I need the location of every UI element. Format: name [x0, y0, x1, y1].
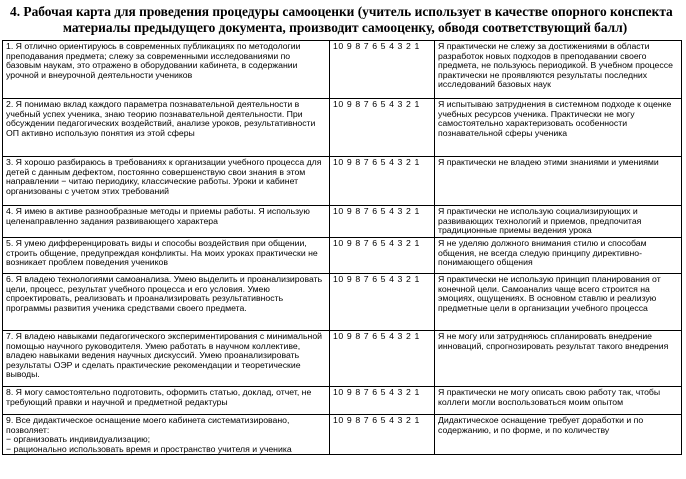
- score-scale[interactable]: 10 9 8 7 6 5 4 3 2 1: [330, 415, 435, 455]
- positive-statement: 1. Я отлично ориентируюсь в современных публикациях по методологии преподавания предмета; слежу за современными исследованиями по базовым наукам, это отражено в оборудовании кабинета, в содержании урочной и внеурочной деятельности учеников: [3, 41, 330, 99]
- score-scale[interactable]: 10 9 8 7 6 5 4 3 2 1: [330, 387, 435, 415]
- negative-statement: Я практически не владею этими знаниями и умениями: [435, 157, 682, 206]
- positive-statement: 6. Я владею технологиями самоанализа. Умею выделить и проанализировать цели, процесс, результат учебного процесса и его условия. Умею спроектировать, реализовать и проанализировать результативность программы развития ученика средствами своего предмета.: [3, 274, 330, 331]
- negative-statement: Я испытываю затруднения в системном подходе к оценке учебных ресурсов ученика. Практически не могу самостоятельно характеризовать особенности познавательной сферы ученика: [435, 99, 682, 157]
- table-row: [3, 157, 682, 206]
- score-scale[interactable]: 10 9 8 7 6 5 4 3 2 1: [330, 157, 435, 206]
- score-scale[interactable]: 10 9 8 7 6 5 4 3 2 1: [330, 99, 435, 157]
- positive-statement: 3. Я хорошо разбираюсь в требованиях к организации учебного процесса для детей с данным дефектом, постоянно совершенствую свои знания в этом направлении − читаю периодику, классические работы. Уроки и кабинет организованы с учетом этих требований: [3, 157, 330, 206]
- negative-statement: Дидактическое оснащение требует доработки и по содержанию, и по форме, и по количеству: [435, 415, 682, 455]
- positive-statement: 5. Я умею дифференцировать виды и способы воздействия при общении, строить общение, предупреждая конфликты. На моих уроках практически не возникает проблем поведения учеников: [3, 238, 330, 274]
- negative-statement: Я практически не слежу за достижениями в области разработок новых подходов в преподавании своего предмета, не пользуюсь периодикой. В учебном процессе практически не проявляются результаты последних исследований базовых наук: [435, 41, 682, 99]
- table-row: [3, 415, 682, 455]
- score-scale[interactable]: 10 9 8 7 6 5 4 3 2 1: [330, 41, 435, 99]
- positive-statement: 7. Я владею навыками педагогического экспериментирования с минимальной помощью научного руководителя. Умею работать в научном коллективе, владею навыками ведения научных дискуссий. Умею проанализировать результаты ОЭР и сделать практические рекомендации и теоретические выводы.: [3, 331, 330, 387]
- negative-statement: Я практически не использую принцип планирования от конечной цели. Самоанализ чаще всего строится на эмоциях, ощущениях. В основном ставлю и реализую предметные цели в организации учебного процесса: [435, 274, 682, 331]
- table-row: [3, 387, 682, 415]
- positive-statement: 4. Я имею в активе разнообразные методы и приемы работы. Я использую целенаправленно задания развивающего характера: [3, 206, 330, 238]
- page-title: [10, 4, 680, 36]
- negative-statement: Я практически не использую социализирующих и развивающих технологий и приемов, предпочитая традиционные приемы ведения урока: [435, 206, 682, 238]
- score-scale[interactable]: 10 9 8 7 6 5 4 3 2 1: [330, 238, 435, 274]
- positive-statement: 9. Все дидактическое оснащение моего кабинета систематизировано, позволяет: − организовать индивидуализацию; − рационально использовать время и пространство учителя и ученика: [3, 415, 330, 455]
- score-scale[interactable]: 10 9 8 7 6 5 4 3 2 1: [330, 274, 435, 331]
- table-row: [3, 99, 682, 157]
- negative-statement: Я не уделяю должного внимания стилю и способам общения, не всегда следую принципу директивно-понимающего общения: [435, 238, 682, 274]
- table-row: [3, 41, 682, 99]
- title-line-1: 4. Рабочая карта для проведения процедуры самооценки (учитель использует в качестве опорного конспекта: [10, 4, 673, 19]
- positive-statement: 2. Я понимаю вклад каждого параметра познавательной деятельности в учебный успех ученика, знаю теорию познавательной деятельности. При обсуждении педагогических воздействий, анализе уроков, результативности ОП активно использую понятия из этой сферы: [3, 99, 330, 157]
- table-row: [3, 206, 682, 238]
- table-row: [3, 238, 682, 274]
- title-line-2: материалы предыдущего документа, производит самооценку, обводя соответствующий балл): [62, 20, 628, 35]
- table-row: [3, 274, 682, 331]
- negative-statement: Я практически не могу описать свою работу так, чтобы коллеги могли воспользоваться моим опытом: [435, 387, 682, 415]
- positive-statement: 8. Я могу самостоятельно подготовить, оформить статью, доклад, отчет, не требующий правки и научной и предметной редактуры: [3, 387, 330, 415]
- score-scale[interactable]: 10 9 8 7 6 5 4 3 2 1: [330, 206, 435, 238]
- negative-statement: Я не могу или затрудняюсь спланировать внедрение инноваций, спрогнозировать результат такого внедрения: [435, 331, 682, 387]
- score-scale[interactable]: 10 9 8 7 6 5 4 3 2 1: [330, 331, 435, 387]
- self-assessment-table: [2, 40, 682, 455]
- table-row: [3, 331, 682, 387]
